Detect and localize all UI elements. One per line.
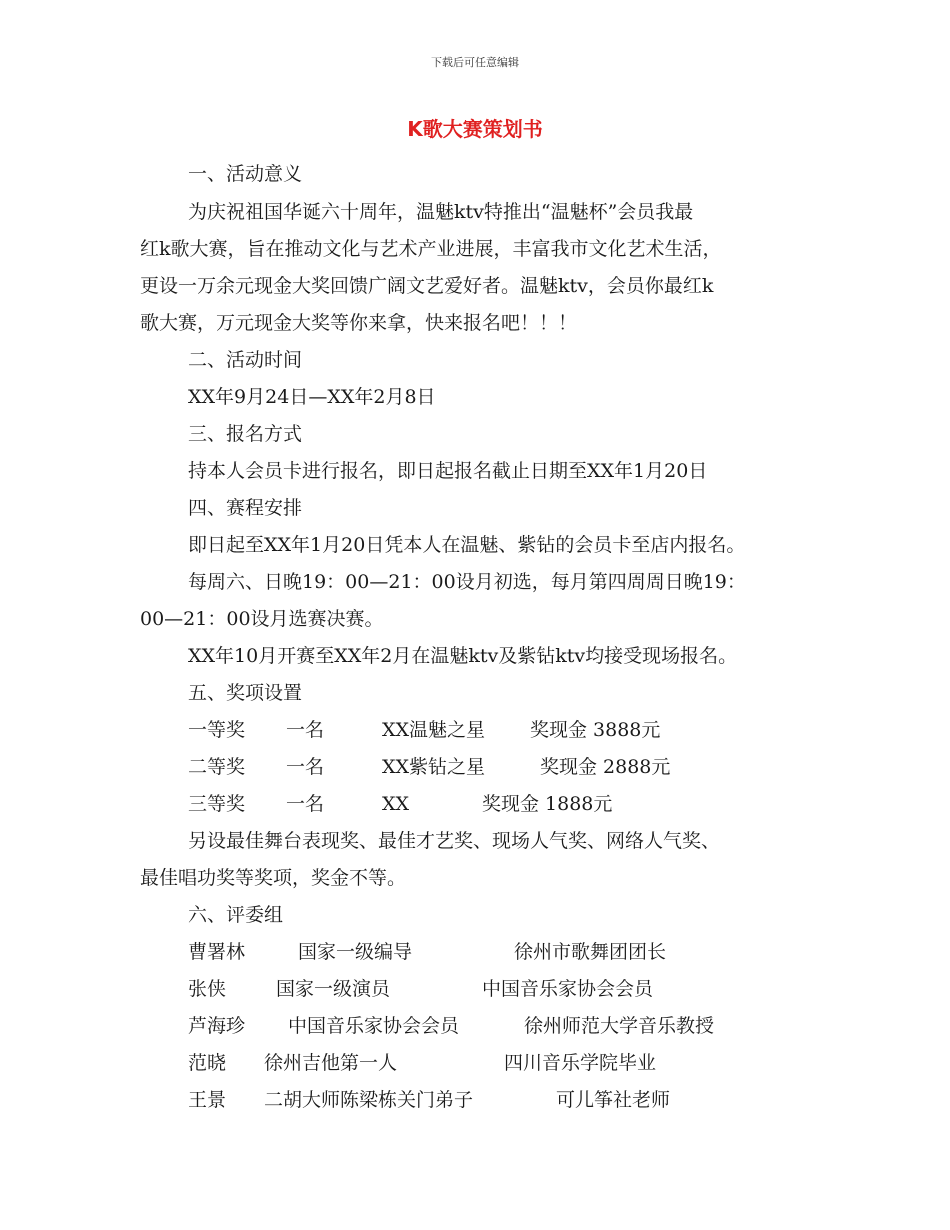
judge-role: 徐州师范大学音乐教授 bbox=[524, 1015, 715, 1037]
judge-name: 曹署林 bbox=[188, 941, 246, 963]
award-count: 一名 bbox=[286, 756, 325, 778]
judge-title: 国家一级演员 bbox=[276, 978, 391, 1000]
paragraph-line: 更设一万余元现金大奖回馈广阔文艺爱好者。温魅ktv，会员你最红k bbox=[140, 275, 714, 297]
section-heading-schedule: 四、赛程安排 bbox=[188, 497, 303, 519]
judge-title: 国家一级编导 bbox=[298, 941, 413, 963]
judge-role: 中国音乐家协会会员 bbox=[482, 978, 654, 1000]
section-heading-time: 二、活动时间 bbox=[188, 349, 303, 371]
paragraph-line: 歌大赛，万元现金大奖等你来拿，快来报名吧！！！ bbox=[140, 312, 578, 334]
award-rank: 三等奖 bbox=[188, 793, 246, 815]
judge-name: 芦海珍 bbox=[188, 1015, 246, 1037]
judge-name: 范晓 bbox=[188, 1052, 227, 1074]
award-count: 一名 bbox=[286, 719, 325, 741]
award-prize: 奖现金 3888元 bbox=[530, 719, 661, 741]
section-heading-awards: 五、奖项设置 bbox=[188, 682, 303, 704]
paragraph-line: 另设最佳舞台表现奖、最佳才艺奖、现场人气奖、网络人气奖、 bbox=[188, 830, 721, 852]
paragraph-line: 最佳唱功奖等奖项，奖金不等。 bbox=[140, 867, 407, 889]
paragraph-line: 持本人会员卡进行报名，即日起报名截止日期至XX年1月20日 bbox=[188, 460, 708, 482]
judge-name: 张侠 bbox=[188, 978, 227, 1000]
judge-title: 中国音乐家协会会员 bbox=[288, 1015, 460, 1037]
section-heading-purpose: 一、活动意义 bbox=[188, 163, 303, 185]
page-header: 下载后可任意编辑 bbox=[431, 56, 519, 69]
judge-name: 王景 bbox=[188, 1089, 227, 1111]
document-title: K歌大赛策划书 bbox=[407, 117, 543, 141]
award-prize: 奖现金 1888元 bbox=[482, 793, 613, 815]
award-name: XX bbox=[382, 793, 410, 815]
paragraph-line: XX年9月24日—XX年2月8日 bbox=[188, 386, 436, 408]
judge-role: 徐州市歌舞团团长 bbox=[514, 941, 667, 963]
paragraph-line: 每周六、日晚19：00—21：00设月初选，每月第四周周日晚19： bbox=[188, 571, 746, 593]
judge-role: 可儿筝社老师 bbox=[556, 1089, 671, 1111]
judge-title: 二胡大师陈梁栋关门弟子 bbox=[264, 1089, 474, 1111]
award-rank: 二等奖 bbox=[188, 756, 246, 778]
judge-title: 徐州吉他第一人 bbox=[264, 1052, 398, 1074]
paragraph-line: 即日起至XX年1月20日凭本人在温魅、紫钻的会员卡至店内报名。 bbox=[188, 534, 746, 556]
award-count: 一名 bbox=[286, 793, 325, 815]
paragraph-line: 红k歌大赛，旨在推动文化与艺术产业进展，丰富我市文化艺术生活， bbox=[140, 238, 722, 260]
award-prize: 奖现金 2888元 bbox=[540, 756, 671, 778]
award-name: XX温魅之星 bbox=[382, 719, 486, 741]
paragraph-line: 00—21：00设月选赛决赛。 bbox=[140, 608, 384, 630]
award-name: XX紫钻之星 bbox=[382, 756, 486, 778]
judge-role: 四川音乐学院毕业 bbox=[504, 1052, 657, 1074]
paragraph-line: XX年10月开赛至XX年2月在温魅ktv及紫钻ktv均接受现场报名。 bbox=[188, 645, 738, 667]
paragraph-line: 为庆祝祖国华诞六十周年，温魅ktv特推出“温魅杯”会员我最 bbox=[188, 201, 694, 223]
award-rank: 一等奖 bbox=[188, 719, 246, 741]
section-heading-judges: 六、评委组 bbox=[188, 904, 284, 926]
section-heading-registration: 三、报名方式 bbox=[188, 423, 303, 445]
